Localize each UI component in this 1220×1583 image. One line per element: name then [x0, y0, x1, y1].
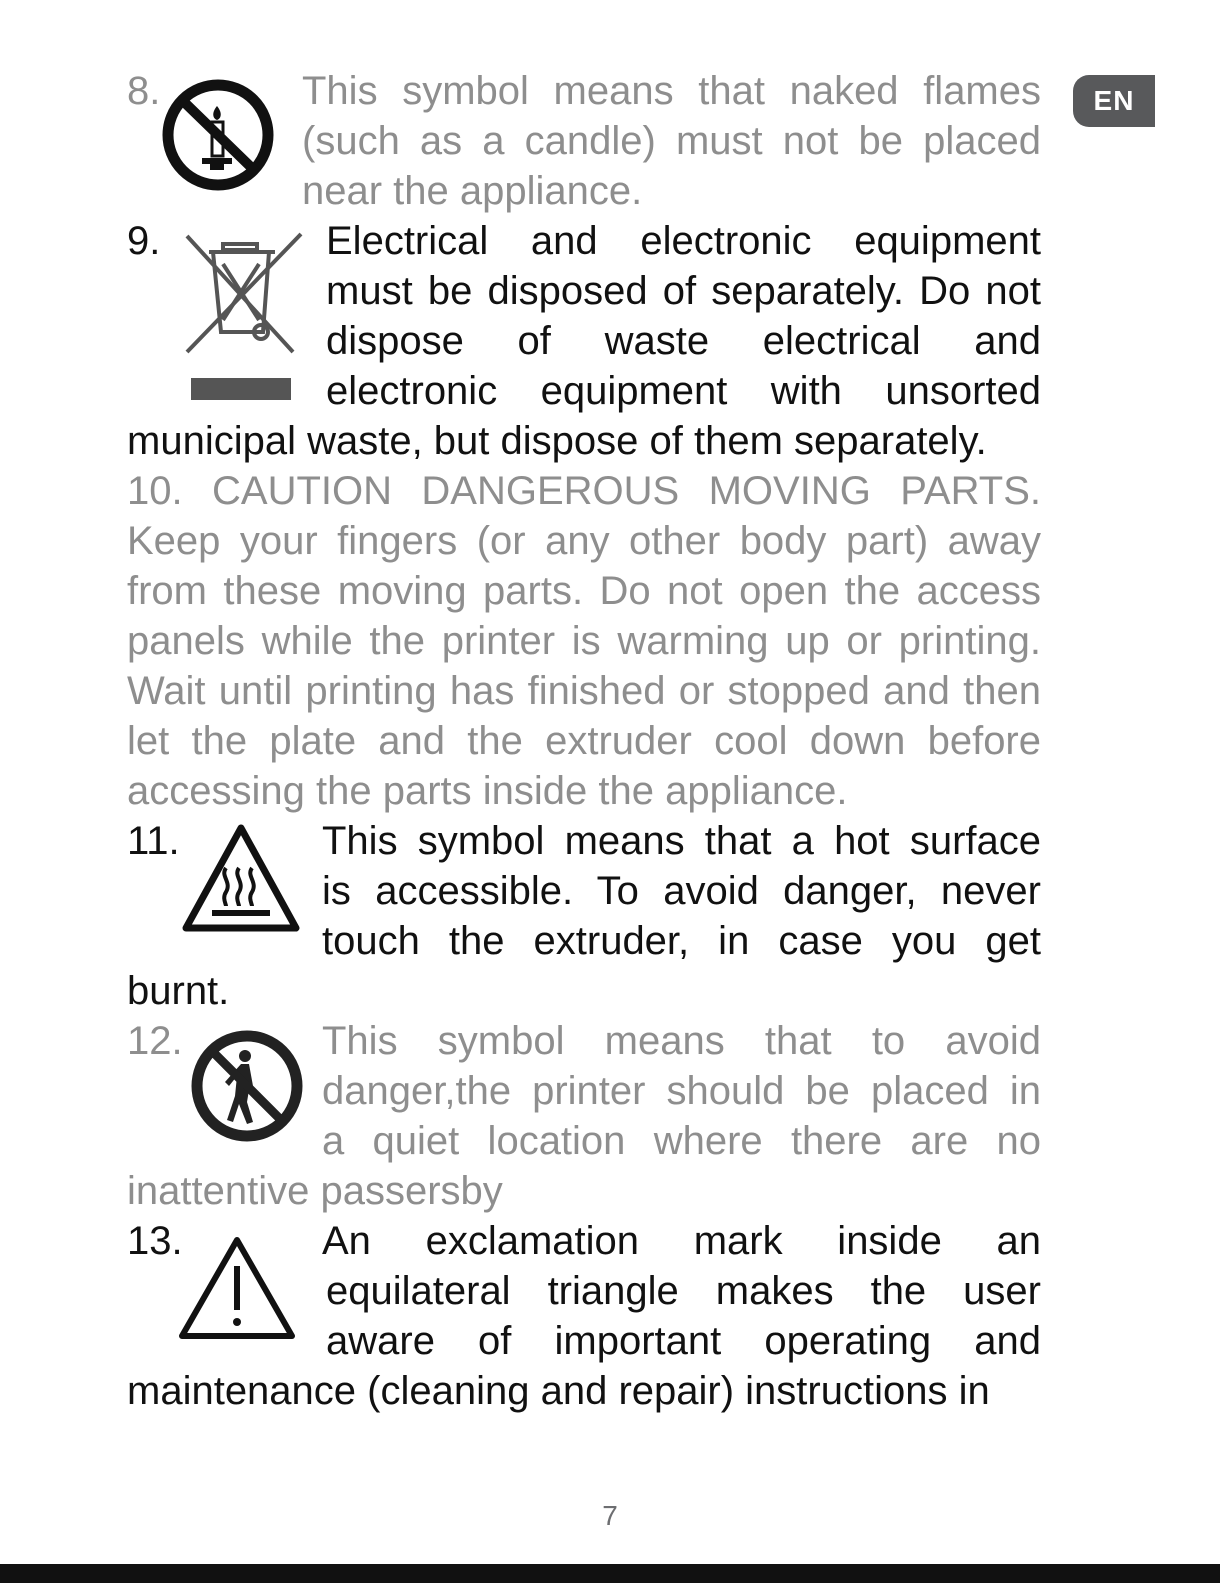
item-13-line-4: maintenance (cleaning and repair) instructions in	[127, 1369, 990, 1413]
hot-surface-warning-icon	[180, 822, 302, 934]
item-10-line-3: from these moving parts. Do not open the access	[127, 569, 1041, 613]
item-13-line-3: aware of important operating and	[326, 1319, 1041, 1363]
item-9-line-4: electronic equipment with unsorted	[326, 369, 1041, 413]
item-12-line-1: This symbol means that to avoid	[322, 1019, 1041, 1063]
item-8-number: 8.	[127, 69, 161, 113]
item-13-line-2: equilateral triangle makes the user	[326, 1269, 1041, 1313]
item-8-line-2: (such as a candle) must not be placed	[302, 119, 1041, 163]
item-11-number: 11.	[127, 819, 180, 863]
item-10-line-5: Wait until printing has finished or stopped and then	[127, 669, 1041, 713]
item-10-line-4: panels while the printer is warming up or printing.	[127, 619, 1041, 663]
item-9-line-5: municipal waste, but dispose of them separately.	[127, 419, 987, 463]
item-12-line-3: a quiet location where there are no	[322, 1119, 1041, 1163]
item-11-line-2: is accessible. To avoid danger, never	[322, 869, 1041, 913]
item-11-line-4: burnt.	[127, 969, 230, 1013]
page-number: 7	[602, 1500, 618, 1531]
item-10-line-1: 10. CAUTION DANGEROUS MOVING PARTS.	[127, 469, 1041, 513]
item-12-line-4: inattentive passersby	[127, 1169, 503, 1213]
item-12-number: 12.	[127, 1019, 183, 1063]
item-9-line-3: dispose of waste electrical and	[326, 319, 1041, 363]
item-9-number: 9.	[127, 219, 161, 263]
item-11-line-3: touch the extruder, in case you get	[322, 919, 1041, 963]
bottom-border	[0, 1564, 1220, 1583]
item-13-line-1: An exclamation mark inside an	[322, 1219, 1041, 1263]
no-pedestrians-icon	[191, 1030, 303, 1142]
item-10-line-2: Keep your fingers (or any other body part) away	[127, 519, 1041, 563]
crossed-out-wheelie-bin-icon	[183, 228, 307, 408]
item-10-line-7: accessing the parts inside the appliance.	[127, 769, 848, 813]
exclamation-warning-icon	[176, 1234, 298, 1342]
item-9-line-1: Electrical and electronic equipment	[326, 219, 1041, 263]
no-open-flame-icon	[160, 78, 278, 192]
item-9-line-2: must be disposed of separately. Do not	[326, 269, 1041, 313]
item-8-line-1: This symbol means that naked flames	[302, 69, 1041, 113]
item-11-line-1: This symbol means that a hot surface	[322, 819, 1041, 863]
language-tab: EN	[1073, 75, 1155, 127]
item-10-line-6: let the plate and the extruder cool down before	[127, 719, 1041, 763]
item-12-line-2: danger,the printer should be placed in	[322, 1069, 1041, 1113]
item-13-number: 13.	[127, 1219, 183, 1263]
item-8-line-3: near the appliance.	[302, 169, 643, 213]
